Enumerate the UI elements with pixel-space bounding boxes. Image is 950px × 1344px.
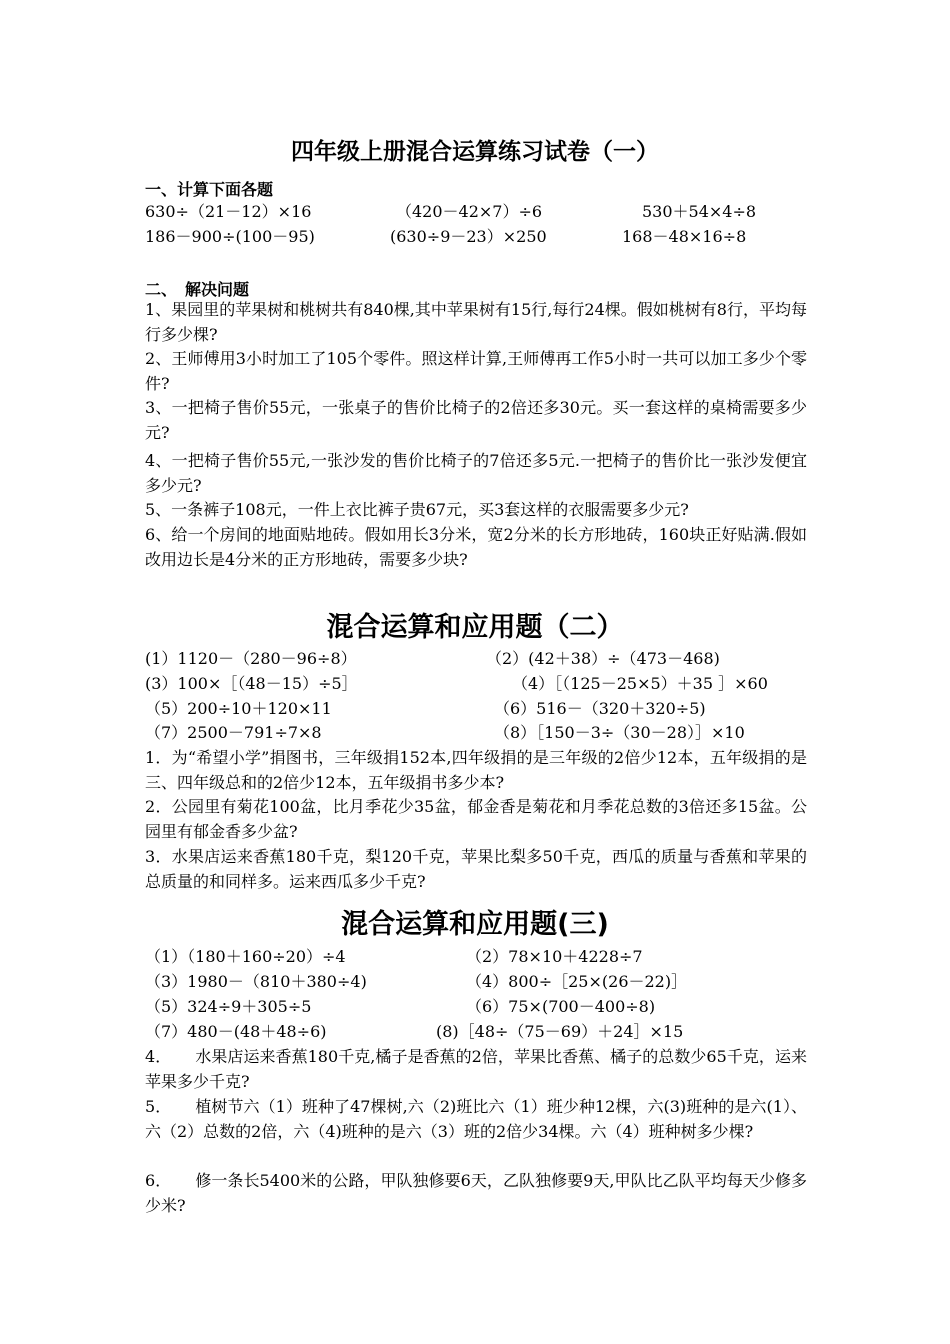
- calc-item: (3）100×［（48－15）÷5］: [145, 674, 358, 693]
- problems-heading: 二、 解决问题: [145, 280, 250, 299]
- word-problem: 5、一条裤子108元，一件上衣比裤子贵67元，买3套这样的衣服需要多少元?: [145, 500, 689, 519]
- calc-item: （2）(42＋38）÷（473－468): [486, 649, 720, 668]
- word-problem: 3、一把椅子售价55元，一张桌子的售价比椅子的2倍还多30元。买一套这样的桌椅需要多少元?: [145, 398, 807, 442]
- calc-item: （1）（180＋160÷20）÷4: [145, 947, 346, 966]
- word-problem: 4、一把椅子售价55元,一张沙发的售价比椅子的7倍还多5元.一把椅子的售价比一张沙发便宜多少元?: [145, 451, 807, 495]
- calc-item: （5）200÷10＋120×11: [145, 699, 332, 718]
- calc-heading: 一、计算下面各题: [145, 180, 274, 199]
- word-problem: 1、果园里的苹果树和桃树共有840棵,其中苹果树有15行,每行24棵。假如桃树有8行，平均每行多少棵?: [145, 300, 807, 344]
- section2-title: 混合运算和应用题（二）: [326, 612, 624, 643]
- calc-item: 168－48×16÷8: [622, 227, 747, 246]
- calc-item: （4）［（125－25×5）＋35 ］×60: [512, 674, 768, 693]
- calc-item: （5）324÷9＋305÷5: [145, 997, 312, 1016]
- calc-item: （420－42×7）÷6: [396, 202, 543, 221]
- calc-item: （3）1980－（810＋380÷4): [145, 972, 367, 991]
- word-problem: 6． 修一条长5400米的公路，甲队独修要6天，乙队独修要9天,甲队比乙队平均每天少修多少米?: [145, 1171, 807, 1215]
- word-problem: 1．为“希望小学”捐图书，三年级捐152本,四年级捐的是三年级的2倍少12本，五年级捐的是三、四年级总和的2倍少12本，五年级捐书多少本?: [145, 748, 807, 792]
- calc-item: （8）［150－3÷（30－28）］×10: [494, 723, 745, 742]
- word-problem: 2．公园里有菊花100盆，比月季花少35盆，郁金香是菊花和月季花总数的3倍还多15盆。公园里有郁金香多少盆?: [145, 797, 807, 841]
- calc-item: (1）1120－（280－96÷8）: [145, 649, 357, 668]
- section1-title: 四年级上册混合运算练习试卷（一）: [291, 139, 659, 165]
- calc-item: （6）516－（320＋320÷5): [494, 699, 706, 718]
- calc-item: 530＋54×4÷8: [642, 202, 757, 221]
- calc-item: （2）78×10＋4228÷7: [466, 947, 643, 966]
- calc-item: (8)［48÷（75－69）＋24］×15: [436, 1022, 684, 1041]
- calc-item: 630÷（21－12）×16: [145, 202, 312, 221]
- section3-title: 混合运算和应用题(三): [341, 909, 609, 940]
- calc-item: （4）800÷［25×(26－22)］: [466, 972, 688, 991]
- calc-item: （6）75×(700－400÷8): [466, 997, 656, 1016]
- word-problem: 4． 水果店运来香蕉180千克,橘子是香蕉的2倍，苹果比香蕉、橘子的总数少65千克，运来苹果多少千克?: [145, 1047, 807, 1091]
- word-problem: 6、给一个房间的地面贴地砖。假如用长3分米，宽2分米的长方形地砖，160块正好贴满.假如改用边长是4分米的正方形地砖，需要多少块?: [145, 525, 807, 569]
- calc-item: (630÷9－23）×250: [390, 227, 547, 246]
- word-problem: 5． 植树节六（1）班种了47棵树,六（2)班比六（1）班少种12棵，六(3)班种的是六(1）、六（2）总数的2倍，六（4)班种的是六（3）班的2倍少34棵。六（4）班种树多少棵?: [145, 1097, 807, 1141]
- word-problem: 3．水果店运来香蕉180千克，梨120千克，苹果比梨多50千克，西瓜的质量与香蕉和苹果的总质量的和同样多。运来西瓜多少千克?: [145, 847, 807, 891]
- calc-item: （7）480－(48＋48÷6): [145, 1022, 327, 1041]
- word-problem: 2、王师傅用3小时加工了105个零件。照这样计算,王师傅再工作5小时一共可以加工多少个零件?: [145, 349, 807, 393]
- calc-item: 186－900÷(100－95): [145, 227, 315, 246]
- calc-item: （7）2500－791÷7×8: [145, 723, 322, 742]
